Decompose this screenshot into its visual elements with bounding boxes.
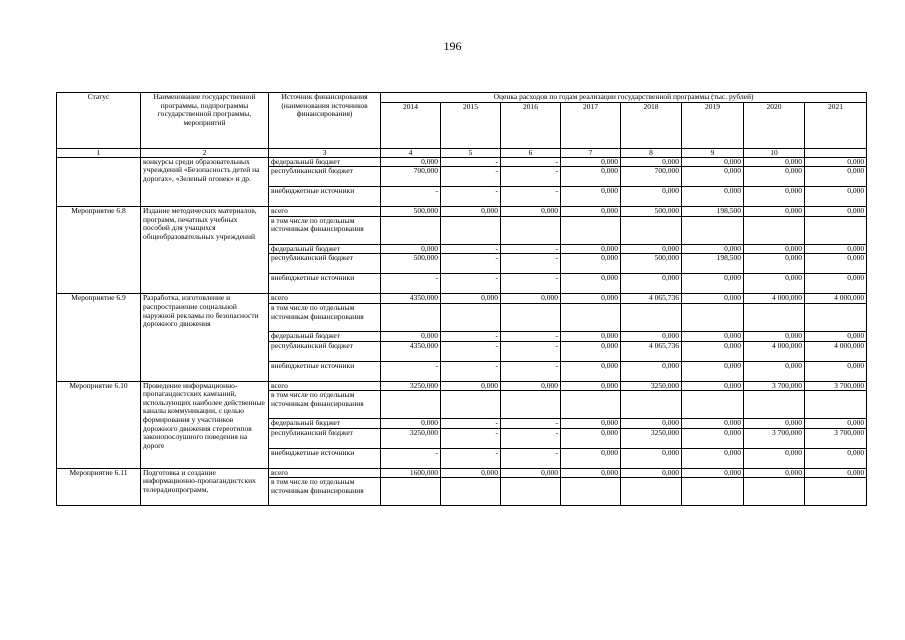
- year-value: 700,000: [381, 167, 441, 187]
- year-value: 500,000: [381, 254, 441, 274]
- year-value: [805, 303, 867, 331]
- year-value: [381, 216, 441, 244]
- header-status: Статус: [57, 93, 141, 149]
- year-value: 0,000: [682, 468, 744, 478]
- header-year: 2019: [682, 102, 744, 148]
- year-value: 3250,000: [381, 381, 441, 391]
- year-value: 3 700,000: [744, 428, 805, 448]
- year-value: 0,000: [682, 274, 744, 294]
- year-value: -: [501, 448, 561, 468]
- year-value: 0,000: [561, 428, 621, 448]
- year-value: 0,000: [682, 419, 744, 429]
- year-value: 3 700,000: [805, 428, 867, 448]
- year-value: 0,000: [682, 331, 744, 341]
- table-row: [57, 468, 867, 478]
- year-value: 0,000: [501, 294, 561, 304]
- funding-source: федеральный бюджет: [269, 331, 381, 341]
- year-value: 0,000: [744, 468, 805, 478]
- column-index: 3: [269, 148, 381, 157]
- measure-name: Издание методических материалов, программ, печатных учебных пособий для учащихся общеобразовательных учреждений: [141, 207, 269, 294]
- year-value: 0,000: [561, 294, 621, 304]
- year-value: [561, 216, 621, 244]
- measure-status: Мероприятие 6.11: [57, 468, 141, 506]
- funding-source: республиканский бюджет: [269, 167, 381, 187]
- year-value: -: [501, 157, 561, 167]
- header-year: 2016: [501, 102, 561, 148]
- year-value: -: [441, 448, 501, 468]
- year-value: [441, 303, 501, 331]
- year-value: [621, 478, 682, 506]
- year-value: [501, 216, 561, 244]
- year-value: [501, 478, 561, 506]
- year-value: 0,000: [744, 361, 805, 381]
- funding-source: всего: [269, 207, 381, 217]
- year-value: -: [441, 187, 501, 207]
- year-value: 0,000: [805, 187, 867, 207]
- year-value: [621, 216, 682, 244]
- year-value: 0,000: [381, 331, 441, 341]
- year-value: [744, 391, 805, 419]
- page-number: 196: [443, 39, 462, 53]
- year-value: -: [501, 167, 561, 187]
- year-value: 0,000: [682, 361, 744, 381]
- year-value: 0,000: [744, 244, 805, 254]
- funding-source: внебюджетные источники: [269, 274, 381, 294]
- year-value: -: [441, 331, 501, 341]
- year-value: 0,000: [501, 381, 561, 391]
- year-value: 500,000: [381, 207, 441, 217]
- year-value: 0,000: [805, 167, 867, 187]
- year-value: 0,000: [744, 331, 805, 341]
- year-value: 0,000: [561, 361, 621, 381]
- year-value: -: [441, 244, 501, 254]
- year-value: 0,000: [682, 428, 744, 448]
- measure-status: Мероприятие 6.8: [57, 207, 141, 294]
- header-year: 2020: [744, 102, 805, 148]
- funding-source: внебюджетные источники: [269, 361, 381, 381]
- year-value: [381, 478, 441, 506]
- column-index: [805, 148, 867, 157]
- year-value: 4 000,000: [744, 294, 805, 304]
- year-value: 0,000: [561, 187, 621, 207]
- year-value: 0,000: [805, 448, 867, 468]
- year-value: [501, 391, 561, 419]
- year-value: 0,000: [561, 207, 621, 217]
- funding-source: федеральный бюджет: [269, 157, 381, 167]
- year-value: 3250,000: [381, 428, 441, 448]
- year-value: 198,500: [682, 207, 744, 217]
- year-value: [682, 303, 744, 331]
- measure-status: [57, 157, 141, 207]
- year-value: [744, 478, 805, 506]
- year-value: 4350,000: [381, 341, 441, 361]
- year-value: -: [501, 244, 561, 254]
- column-index: 4: [381, 148, 441, 157]
- year-value: -: [441, 419, 501, 429]
- year-value: 4 065,736: [621, 341, 682, 361]
- year-value: 0,000: [805, 274, 867, 294]
- year-value: -: [501, 274, 561, 294]
- year-value: 0,000: [561, 448, 621, 468]
- funding-source: всего: [269, 468, 381, 478]
- year-value: 0,000: [621, 419, 682, 429]
- year-value: [744, 216, 805, 244]
- year-value: [441, 391, 501, 419]
- year-value: -: [501, 428, 561, 448]
- measure-status: Мероприятие 6.10: [57, 381, 141, 468]
- year-value: 0,000: [621, 331, 682, 341]
- funding-source: в том числе по отдельным источникам финансирования: [269, 391, 381, 419]
- year-value: [682, 478, 744, 506]
- year-value: [441, 478, 501, 506]
- table-row: [57, 207, 867, 217]
- year-value: 0,000: [441, 294, 501, 304]
- year-value: 0,000: [441, 207, 501, 217]
- year-value: 0,000: [441, 468, 501, 478]
- column-index: 6: [501, 148, 561, 157]
- year-value: 0,000: [561, 254, 621, 274]
- year-value: 0,000: [561, 381, 621, 391]
- year-value: 0,000: [561, 244, 621, 254]
- measure-name: Разработка, изготовление и распространение социальной наружной рекламы по безопасности дорожного движения: [141, 294, 269, 381]
- year-value: 0,000: [561, 331, 621, 341]
- year-value: [805, 216, 867, 244]
- year-value: 0,000: [744, 207, 805, 217]
- funding-source: в том числе по отдельным источникам финансирования: [269, 303, 381, 331]
- year-value: 3 700,000: [805, 381, 867, 391]
- year-value: 0,000: [682, 341, 744, 361]
- year-value: -: [501, 341, 561, 361]
- year-value: 0,000: [682, 157, 744, 167]
- year-value: 0,000: [381, 157, 441, 167]
- column-index: 9: [682, 148, 744, 157]
- year-value: 198,500: [682, 254, 744, 274]
- year-value: 0,000: [561, 167, 621, 187]
- table-row: [57, 157, 867, 167]
- year-value: 4 000,000: [805, 294, 867, 304]
- year-value: -: [501, 187, 561, 207]
- column-index: 8: [621, 148, 682, 157]
- year-value: [381, 391, 441, 419]
- funding-source: в том числе по отдельным источникам финансирования: [269, 216, 381, 244]
- header-estimate: Оценка расходов по годам реализации государственной программы (тыс. рублей): [381, 93, 867, 103]
- year-value: [561, 478, 621, 506]
- year-value: 0,000: [621, 244, 682, 254]
- year-value: 3250,000: [621, 428, 682, 448]
- year-value: 0,000: [744, 167, 805, 187]
- year-value: 4 065,736: [621, 294, 682, 304]
- header-year: 2017: [561, 102, 621, 148]
- year-value: 0,000: [744, 187, 805, 207]
- year-value: [381, 303, 441, 331]
- year-value: -: [501, 331, 561, 341]
- year-value: 0,000: [744, 274, 805, 294]
- year-value: 500,000: [621, 207, 682, 217]
- funding-source: всего: [269, 294, 381, 304]
- year-value: [501, 303, 561, 331]
- year-value: -: [501, 254, 561, 274]
- measure-status: Мероприятие 6.9: [57, 294, 141, 381]
- year-value: 0,000: [805, 419, 867, 429]
- year-value: [621, 391, 682, 419]
- year-value: 0,000: [561, 274, 621, 294]
- header-source: Источник финансирования (наименования источников финансирования): [269, 93, 381, 149]
- table-row: [57, 294, 867, 304]
- year-value: 0,000: [561, 419, 621, 429]
- budget-body: [57, 157, 867, 506]
- year-value: 0,000: [621, 448, 682, 468]
- year-value: -: [441, 167, 501, 187]
- year-value: 0,000: [561, 157, 621, 167]
- year-value: 0,000: [621, 468, 682, 478]
- year-value: 0,000: [561, 468, 621, 478]
- column-index: 1: [57, 148, 141, 157]
- column-index-row: [57, 148, 867, 157]
- year-value: 0,000: [805, 468, 867, 478]
- measure-name: Проведение информационно-пропагандистских кампаний, использующих наиболее действенные каналы коммуникации, с целью формирования у участников дорожного движения стереотипов законопослушного поведения на дороге: [141, 381, 269, 468]
- year-value: 1600,000: [381, 468, 441, 478]
- year-value: 4 000,000: [805, 341, 867, 361]
- year-value: [561, 303, 621, 331]
- year-value: 3 700,000: [744, 381, 805, 391]
- measure-name: конкурсы среди образовательных учреждений «Безопасность детей на дорогах», «Зеленый огонек» и др.: [141, 157, 269, 207]
- year-value: 0,000: [744, 448, 805, 468]
- year-value: 0,000: [682, 294, 744, 304]
- year-value: 500,000: [621, 254, 682, 274]
- header-year: 2021: [805, 102, 867, 148]
- year-value: 0,000: [744, 157, 805, 167]
- year-value: 0,000: [805, 157, 867, 167]
- column-index: 2: [141, 148, 269, 157]
- year-value: 0,000: [805, 244, 867, 254]
- year-value: 0,000: [682, 381, 744, 391]
- year-value: 0,000: [621, 274, 682, 294]
- measure-name: Подготовка и создание информационно-пропагандистских телерадиопрограмм,: [141, 468, 269, 506]
- year-value: 0,000: [501, 468, 561, 478]
- year-value: 0,000: [805, 207, 867, 217]
- year-value: 0,000: [744, 419, 805, 429]
- header-year: 2015: [441, 102, 501, 148]
- year-value: 4 000,000: [744, 341, 805, 361]
- year-value: [744, 303, 805, 331]
- funding-source: федеральный бюджет: [269, 419, 381, 429]
- column-index: 10: [744, 148, 805, 157]
- year-value: 0,000: [621, 187, 682, 207]
- column-index: 5: [441, 148, 501, 157]
- year-value: -: [381, 361, 441, 381]
- year-value: 0,000: [744, 254, 805, 274]
- year-value: -: [441, 341, 501, 361]
- year-value: [805, 478, 867, 506]
- header-year: 2014: [381, 102, 441, 148]
- year-value: 3250,000: [621, 381, 682, 391]
- year-value: -: [501, 361, 561, 381]
- year-value: 0,000: [381, 244, 441, 254]
- year-value: -: [381, 448, 441, 468]
- year-value: 4350,000: [381, 294, 441, 304]
- year-value: -: [501, 419, 561, 429]
- funding-source: республиканский бюджет: [269, 428, 381, 448]
- year-value: 0,000: [805, 361, 867, 381]
- table-row: [57, 381, 867, 391]
- funding-source: всего: [269, 381, 381, 391]
- year-value: 0,000: [682, 448, 744, 468]
- header-name: Наименование государственной программы, подпрограммы государственной программы, мероприятий: [141, 93, 269, 149]
- year-value: 0,000: [805, 254, 867, 274]
- year-value: [682, 391, 744, 419]
- year-value: 700,000: [621, 167, 682, 187]
- year-value: -: [381, 187, 441, 207]
- year-value: [561, 391, 621, 419]
- year-value: [805, 391, 867, 419]
- year-value: -: [381, 274, 441, 294]
- funding-source: внебюджетные источники: [269, 448, 381, 468]
- year-value: 0,000: [381, 419, 441, 429]
- year-value: 0,000: [805, 331, 867, 341]
- year-value: -: [441, 361, 501, 381]
- year-value: 0,000: [682, 244, 744, 254]
- year-value: 0,000: [441, 381, 501, 391]
- year-value: [441, 216, 501, 244]
- year-value: -: [441, 254, 501, 274]
- funding-source: республиканский бюджет: [269, 254, 381, 274]
- year-value: 0,000: [561, 341, 621, 361]
- funding-source: в том числе по отдельным источникам финансирования: [269, 478, 381, 506]
- budget-table: [56, 92, 867, 506]
- year-value: [682, 216, 744, 244]
- header-year: 2018: [621, 102, 682, 148]
- year-value: -: [441, 157, 501, 167]
- funding-source: федеральный бюджет: [269, 244, 381, 254]
- year-value: -: [441, 428, 501, 448]
- column-index: 7: [561, 148, 621, 157]
- year-value: -: [441, 274, 501, 294]
- funding-source: республиканский бюджет: [269, 341, 381, 361]
- year-value: 0,000: [682, 187, 744, 207]
- funding-source: внебюджетные источники: [269, 187, 381, 207]
- year-value: 0,000: [682, 167, 744, 187]
- year-value: 0,000: [501, 207, 561, 217]
- year-value: [621, 303, 682, 331]
- year-value: 0,000: [621, 361, 682, 381]
- year-value: 0,000: [621, 157, 682, 167]
